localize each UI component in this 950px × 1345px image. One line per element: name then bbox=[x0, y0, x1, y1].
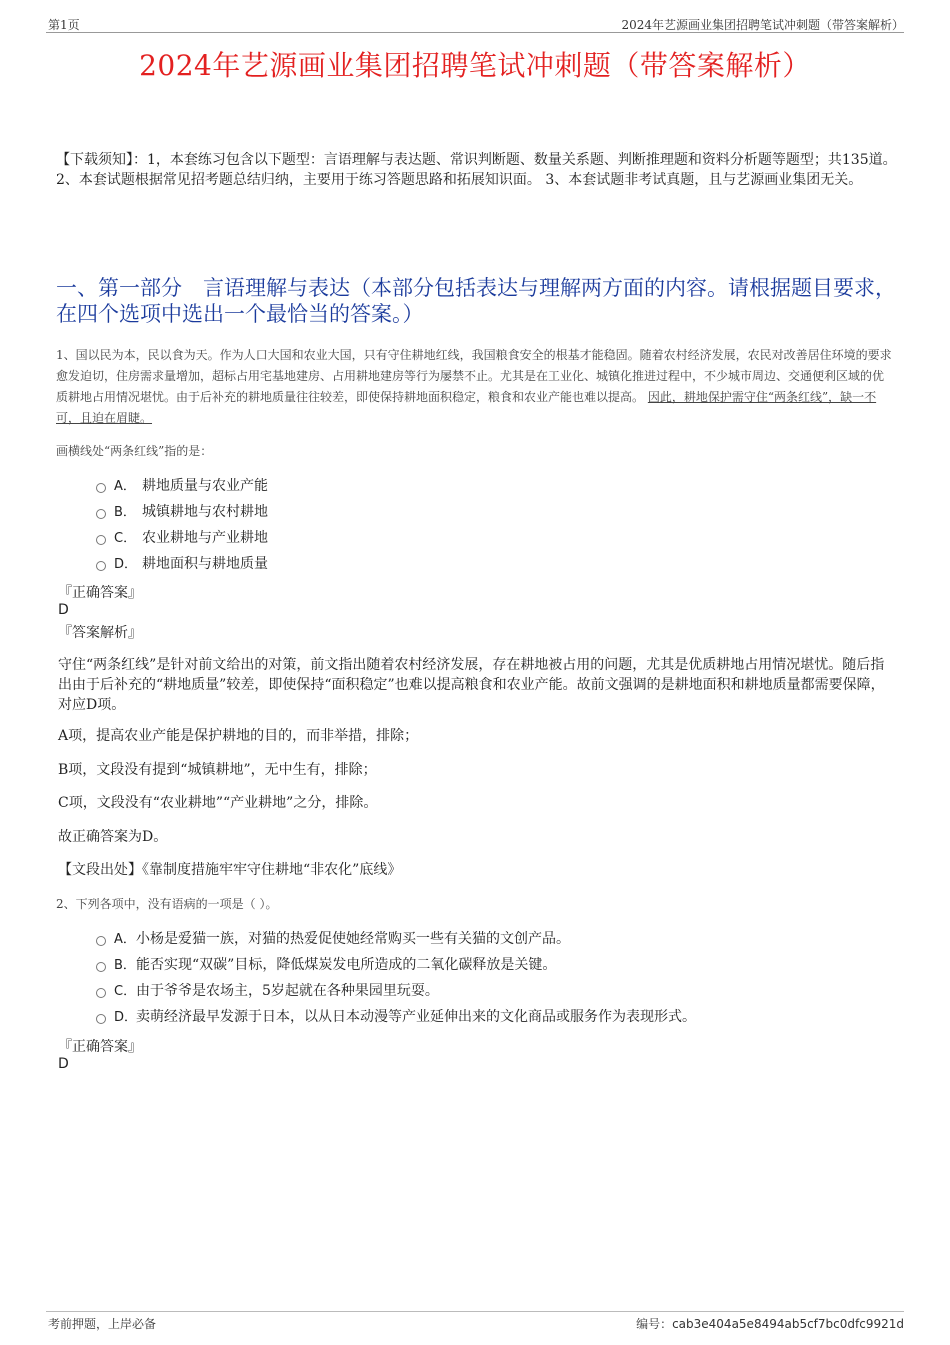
radio-icon[interactable] bbox=[96, 988, 106, 998]
footer-code-label: 编号： bbox=[636, 1317, 673, 1331]
q1-option-b[interactable] bbox=[96, 502, 268, 522]
option-letter: A． bbox=[114, 479, 136, 494]
radio-icon[interactable] bbox=[96, 535, 106, 545]
option-text: 耕地面积与耕地质量 bbox=[142, 556, 268, 572]
q2-option-d[interactable] bbox=[96, 1007, 696, 1027]
option-text: 卖萌经济最早发源于日本，以从日本动漫等产业延伸出来的文化商品或服务作为表现形式。 bbox=[136, 1009, 696, 1025]
q1-source: 【文段出处】《靠制度措施牢牢守住耕地“非农化”底线》 bbox=[58, 862, 402, 878]
radio-icon[interactable] bbox=[96, 1014, 106, 1024]
option-text: 小杨是爱猫一族，对猫的热爱促使她经常购买一些有关猫的文创产品。 bbox=[136, 931, 570, 947]
option-text: 农业耕地与产业耕地 bbox=[142, 530, 268, 546]
radio-icon[interactable] bbox=[96, 483, 106, 493]
q2-option-a[interactable] bbox=[96, 929, 570, 949]
header-doc-title: 2024年艺源画业集团招聘笔试冲刺题（带答案解析） bbox=[621, 18, 904, 32]
header-divider bbox=[46, 32, 904, 33]
page-number: 第1页 bbox=[48, 18, 80, 32]
option-letter: A． bbox=[114, 932, 136, 947]
footer-divider bbox=[46, 1311, 904, 1312]
footer-code bbox=[636, 1315, 904, 1332]
radio-icon[interactable] bbox=[96, 509, 106, 519]
q1-analysis-label: 『答案解析』 bbox=[58, 625, 142, 641]
q1-option-d[interactable] bbox=[96, 554, 268, 574]
q2-option-b[interactable] bbox=[96, 955, 556, 975]
question-1-passage: 1、国以民为本，民以食为天。作为人口大国和农业大国，只有守住耕地红线，我国粮食安全的根基才能稳固。随着农村经济发展，农民对改善居住环境的要求愈发迫切，住房需求量增加，超标占用宅基地建房、占用耕地建房等行为屡禁不止。尤其是在工业化、城镇化推进过程中，不少城市周边、交通便利区域的优质耕地占用情况堪忧。由于后补充的耕地质量往往较差，即使保持耕地面积稳定，粮食和农业产能也难以提高。 bbox=[56, 348, 892, 404]
option-letter: C． bbox=[114, 531, 137, 546]
q1-analysis-paragraph: 守住“两条红线”是针对前文给出的对策，前文指出随着农村经济发展，存在耕地被占用的问题，尤其是优质耕地占用情况堪忧。随后指出由于后补充的“耕地质量”较差，即使保持“面积稳定”也难以提高粮食和农业产能。故前文强调的是耕地面积和耕地质量都需要保障，对应D项。 bbox=[58, 657, 885, 713]
q1-analysis-option-c: C项，文段没有“农业耕地”“产业耕地”之分，排除。 bbox=[58, 795, 378, 811]
q2-answer: D bbox=[58, 1056, 69, 1072]
option-text: 城镇耕地与农村耕地 bbox=[142, 504, 268, 520]
q1-analysis-option-b: B项，文段没有提到“城镇耕地”，无中生有，排除； bbox=[58, 762, 377, 778]
radio-icon[interactable] bbox=[96, 962, 106, 972]
option-letter: B． bbox=[114, 958, 136, 973]
option-text: 能否实现“双碳”目标，降低煤炭发电所造成的二氧化碳释放是关键。 bbox=[136, 957, 557, 973]
q1-answer: D bbox=[58, 602, 69, 618]
radio-icon[interactable] bbox=[96, 936, 106, 946]
option-text: 耕地质量与农业产能 bbox=[142, 478, 268, 494]
question-2-text: 2、下列各项中，没有语病的一项是（ ）。 bbox=[56, 897, 278, 911]
option-letter: D． bbox=[114, 557, 138, 572]
q2-option-c[interactable] bbox=[96, 981, 439, 1001]
footer-slogan: 考前押题，上岸必备 bbox=[48, 1317, 157, 1331]
option-letter: D． bbox=[114, 1010, 138, 1025]
q2-answer-label: 『正确答案』 bbox=[58, 1039, 142, 1055]
option-letter: B． bbox=[114, 505, 136, 520]
question-1-prompt: 画横线处“两条红线”指的是： bbox=[56, 444, 213, 458]
q1-answer-label: 『正确答案』 bbox=[58, 585, 142, 601]
section-heading: 一、第一部分 言语理解与表达（本部分包括表达与理解两方面的内容。请根据题目要求，在四个选项中选出一个最恰当的答案。） bbox=[56, 276, 896, 326]
question-1-underlined: 因此，耕地保护需守住“两条红线”，缺一不可，且迫在眉睫。 bbox=[56, 390, 877, 425]
page-title: 2024年艺源画业集团招聘笔试冲刺题（带答案解析） bbox=[139, 49, 811, 82]
option-letter: C． bbox=[114, 984, 137, 999]
q1-option-c[interactable] bbox=[96, 528, 268, 548]
download-notice: 【下载须知】：1，本套练习包含以下题型：言语理解与表达题、常识判断题、数量关系题、判断推理题和资料分析题等题型；共135道。 2、本套试题根据常见招考题总结归纳，主要用于练习答题思路和拓展知识面。 3、本套试题非考试真题，且与艺源画业集团无关。 bbox=[56, 152, 897, 188]
q1-analysis-option-a: A项，提高农业产能是保护耕地的目的，而非举措，排除； bbox=[58, 728, 419, 744]
question-1-text bbox=[56, 345, 894, 429]
q1-option-a[interactable] bbox=[96, 476, 268, 496]
option-text: 由于爷爷是农场主，5岁起就在各种果园里玩耍。 bbox=[136, 983, 439, 999]
footer-code-value: cab3e404a5e8494ab5cf7bc0dfc9921d bbox=[672, 1317, 904, 1331]
radio-icon[interactable] bbox=[96, 561, 106, 571]
q1-analysis-conclusion: 故正确答案为D。 bbox=[58, 829, 168, 845]
